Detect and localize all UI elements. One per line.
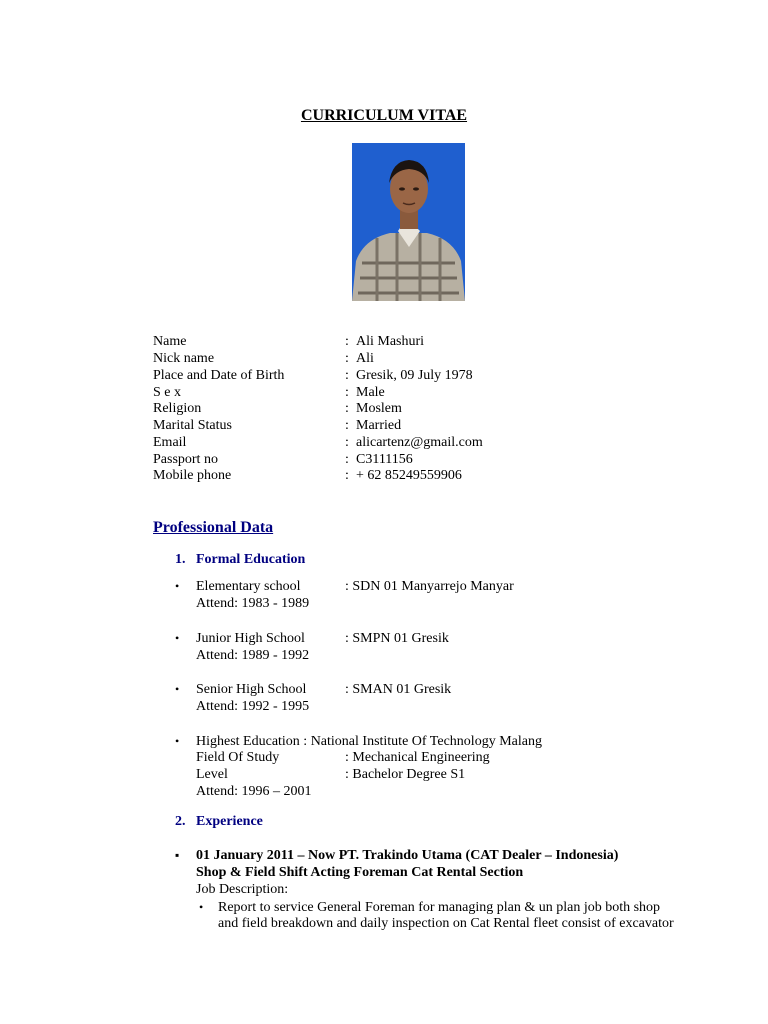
personal-label-passport: Passport no [153,452,218,467]
personal-value-marital: Married [356,418,402,433]
personal-value-birth: Gresik, 09 July 1978 [356,368,473,383]
job-description-label: Job Description: [196,882,289,897]
education-value-elementary: : SDN 01 Manyarrejo Manyar [345,579,514,594]
education-label-elementary: Elementary school [196,579,301,594]
separator: : [345,435,349,450]
education-level-value: : Bachelor Degree S1 [345,767,466,782]
job-period-company: 01 January 2011 – Now PT. Trakindo Utama (CAT Dealer – Indonesia) [196,848,619,863]
personal-value-mobile: + 62 85249559906 [356,468,462,483]
personal-value-passport: C3111156 [356,452,413,467]
bullet-icon: • [175,682,180,696]
separator: : [345,468,349,483]
separator: : [345,401,349,416]
personal-value-sex: Male [356,385,385,400]
education-attend-junior: Attend: 1989 - 1992 [196,648,310,663]
job-position: Shop & Field Shift Acting Foreman Cat Rental Section [196,865,524,880]
separator: : [345,334,349,349]
profile-photo [352,143,465,301]
separator: : [345,368,349,383]
bullet-icon: • [175,734,180,748]
education-heading: Formal Education [196,552,306,567]
separator: : [345,351,349,366]
person-portrait-icon [352,143,465,301]
education-field-label: Field Of Study [196,750,280,765]
education-value-senior: : SMAN 01 Gresik [345,682,452,697]
separator: : [345,418,349,433]
personal-label-marital: Marital Status [153,418,232,433]
education-attend-highest: Attend: 1996 – 2001 [196,784,312,799]
section-heading-professional-data: Professional Data [153,519,274,536]
separator: : [345,385,349,400]
education-label-senior: Senior High School [196,682,307,697]
education-number: 1. [175,552,186,567]
personal-value-religion: Moslem [356,401,402,416]
personal-value-nickname: Ali [356,351,374,366]
personal-label-sex: S e x [153,385,181,400]
personal-label-email: Email [153,435,187,450]
experience-heading: Experience [196,814,263,829]
bullet-icon: • [175,631,180,645]
cv-title: CURRICULUM VITAE [300,107,468,124]
square-bullet-icon: ▪ [175,848,180,862]
education-level-label: Level [196,767,228,782]
bullet-icon: • [175,579,180,593]
bullet-icon: • [199,900,204,914]
separator: : [345,452,349,467]
job-description-line: Report to service General Foreman for managing plan & un plan job both shop [218,900,661,915]
education-field-value: : Mechanical Engineering [345,750,490,765]
experience-number: 2. [175,814,186,829]
education-label-junior: Junior High School [196,631,305,646]
personal-label-mobile: Mobile phone [153,468,232,483]
personal-label-religion: Religion [153,401,202,416]
personal-label-birth: Place and Date of Birth [153,368,285,383]
personal-label-nickname: Nick name [153,351,215,366]
education-highest: Highest Education : National Institute Of Technology Malang [196,734,542,749]
personal-value-name: Ali Mashuri [356,334,425,349]
job-description-line: and field breakdown and daily inspection on Cat Rental fleet consist of excavator [218,916,674,931]
education-attend-senior: Attend: 1992 - 1995 [196,699,310,714]
education-value-junior: : SMPN 01 Gresik [345,631,449,646]
personal-label-name: Name [153,334,187,349]
education-attend-elementary: Attend: 1983 - 1989 [196,596,310,611]
personal-value-email[interactable]: alicartenz@gmail.com [356,435,483,450]
